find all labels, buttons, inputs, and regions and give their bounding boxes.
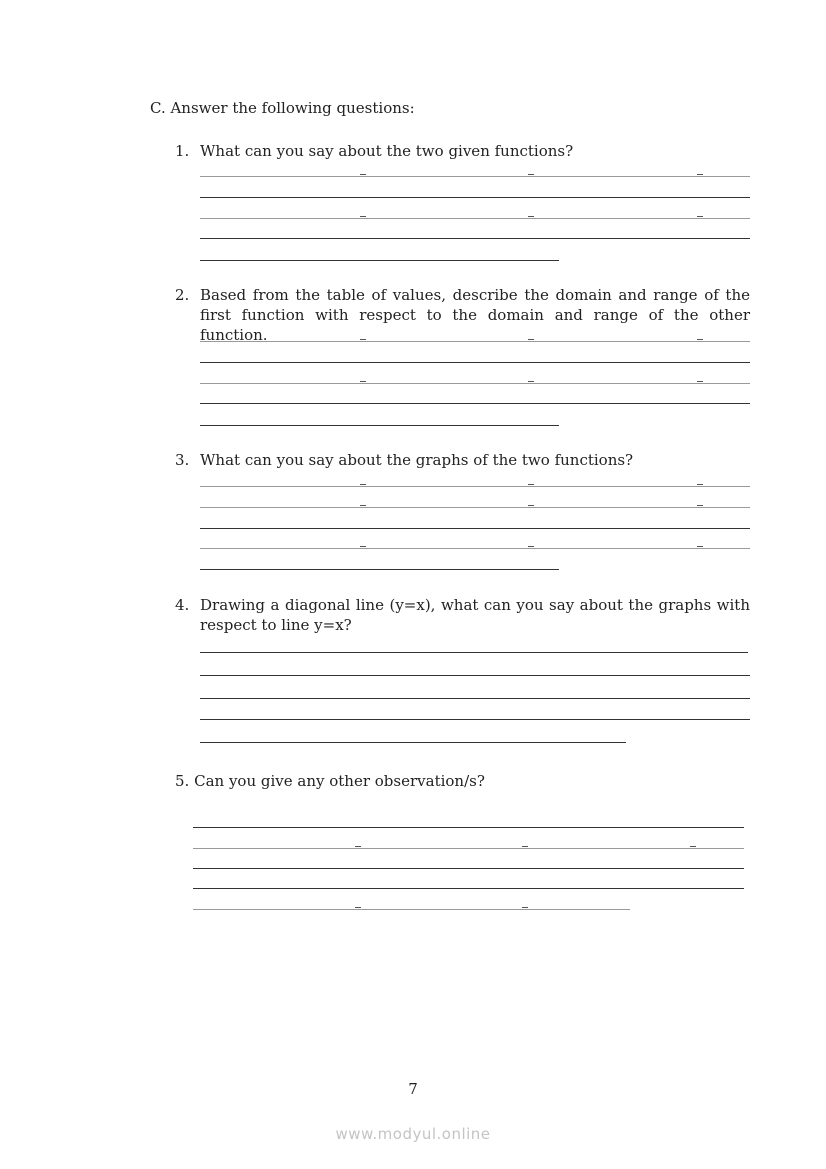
line-mark xyxy=(355,907,361,908)
answer-line[interactable] xyxy=(200,675,750,676)
line-mark xyxy=(528,381,534,382)
line-mark xyxy=(528,484,534,485)
answer-line[interactable] xyxy=(193,868,744,869)
answer-line[interactable] xyxy=(193,848,744,849)
answer-line[interactable] xyxy=(200,652,748,653)
question-1-number: 1. xyxy=(175,142,190,160)
answer-line[interactable] xyxy=(193,909,630,910)
line-mark xyxy=(360,339,366,340)
line-mark xyxy=(528,339,534,340)
line-mark xyxy=(528,174,534,175)
line-mark xyxy=(697,216,703,217)
page-number: 7 xyxy=(408,1080,418,1098)
answer-line[interactable] xyxy=(200,176,750,177)
answer-line[interactable] xyxy=(200,569,559,570)
question-1-text: What can you say about the two given functions? xyxy=(200,142,574,160)
line-mark xyxy=(528,546,534,547)
question-4-text: Drawing a diagonal line (y=x), what can you say about the graphs with respect to line y=x? xyxy=(200,596,750,634)
answer-line[interactable] xyxy=(200,425,559,426)
line-mark xyxy=(697,546,703,547)
question-4-number: 4. xyxy=(175,596,190,614)
question-2-text: Based from the table of values, describe the domain and range of the first function with respect to the domain and range of the other function. xyxy=(200,286,750,344)
answer-line[interactable] xyxy=(200,383,750,384)
line-mark xyxy=(697,484,703,485)
line-mark xyxy=(360,484,366,485)
line-mark xyxy=(690,846,696,847)
line-mark xyxy=(522,846,528,847)
answer-line[interactable] xyxy=(193,888,744,889)
line-mark xyxy=(697,505,703,506)
answer-line[interactable] xyxy=(200,238,750,239)
question-5-text: Can you give any other observation/s? xyxy=(194,772,485,790)
answer-line[interactable] xyxy=(200,507,750,508)
line-mark xyxy=(360,216,366,217)
line-mark xyxy=(360,505,366,506)
section-heading: C. Answer the following questions: xyxy=(150,99,415,117)
question-3-text: What can you say about the graphs of the two functions? xyxy=(200,451,634,469)
answer-line[interactable] xyxy=(193,827,744,828)
answer-line[interactable] xyxy=(200,362,750,363)
line-mark xyxy=(528,505,534,506)
line-mark xyxy=(697,174,703,175)
answer-line[interactable] xyxy=(200,742,626,743)
line-mark xyxy=(528,216,534,217)
line-mark xyxy=(697,381,703,382)
question-5 xyxy=(175,771,485,791)
answer-line[interactable] xyxy=(200,403,750,404)
line-mark xyxy=(355,846,361,847)
line-mark xyxy=(360,381,366,382)
line-mark xyxy=(522,907,528,908)
answer-line[interactable] xyxy=(200,486,750,487)
answer-line[interactable] xyxy=(200,698,750,699)
line-mark xyxy=(360,546,366,547)
answer-line[interactable] xyxy=(200,528,750,529)
answer-line[interactable] xyxy=(200,260,559,261)
answer-line[interactable] xyxy=(200,341,750,342)
answer-line[interactable] xyxy=(200,719,750,720)
line-mark xyxy=(360,174,366,175)
line-mark xyxy=(697,339,703,340)
answer-line[interactable] xyxy=(200,548,750,549)
question-3-number: 3. xyxy=(175,451,190,469)
watermark: www.modyul.online xyxy=(335,1125,491,1143)
answer-line[interactable] xyxy=(200,218,750,219)
answer-line[interactable] xyxy=(200,197,750,198)
question-5-number: 5. xyxy=(175,772,190,790)
question-2-number: 2. xyxy=(175,286,190,304)
